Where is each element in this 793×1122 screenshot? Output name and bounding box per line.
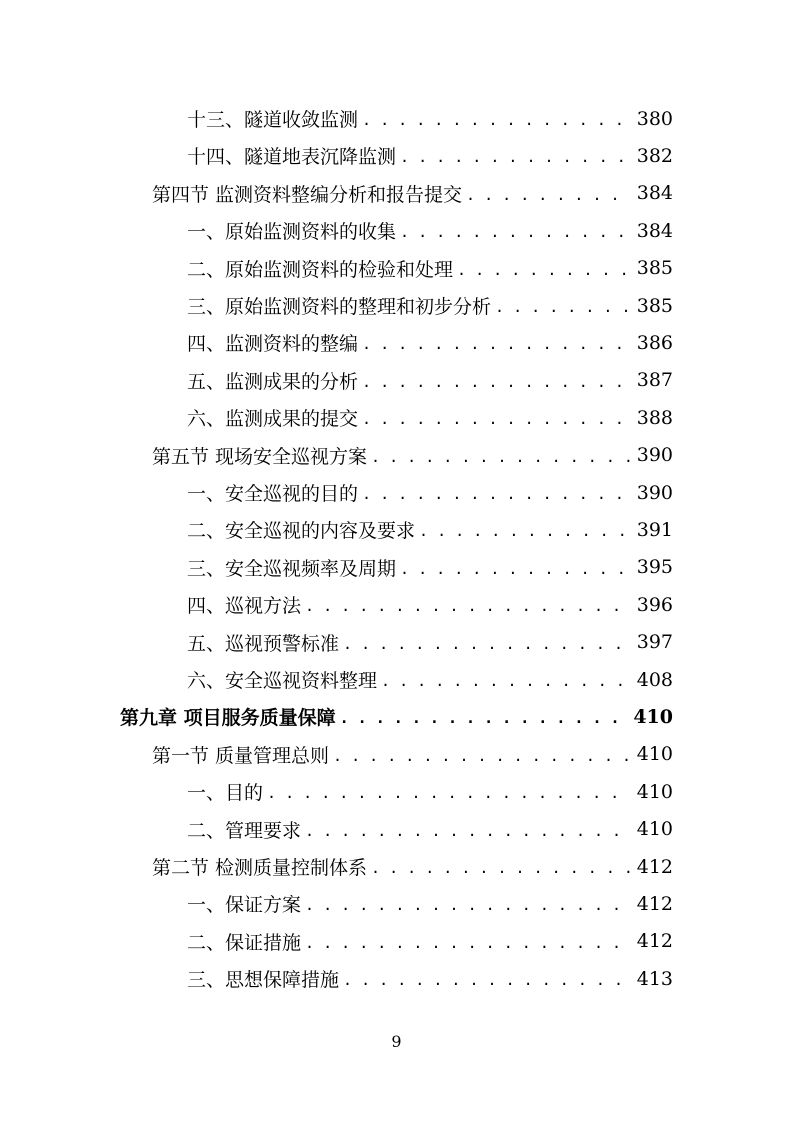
dot-leader: [343, 973, 631, 988]
toc-entry-title: 第四节 监测资料整编分析和报告提交: [152, 183, 463, 206]
toc-entry[interactable]: [187, 324, 673, 361]
toc-entry-page-number: 412: [636, 892, 673, 915]
toc-entry-page-number: 385: [636, 294, 673, 317]
toc-entry[interactable]: [152, 848, 673, 885]
toc-entry-page-number: 382: [636, 144, 673, 167]
toc-entry-page-number: 408: [636, 668, 673, 691]
toc-entry[interactable]: [187, 811, 673, 848]
dot-leader: [267, 786, 631, 801]
toc-entry-title: 三、安全巡视频率及周期: [187, 557, 397, 580]
dot-leader: [400, 562, 631, 577]
toc-entry[interactable]: [152, 736, 673, 773]
dot-leader: [400, 150, 631, 165]
toc-entry-page-number: 412: [636, 855, 673, 878]
toc-entry[interactable]: [187, 549, 673, 586]
dot-leader: [333, 749, 631, 764]
toc-entry-page-number: 390: [636, 481, 673, 504]
toc-entry-title: 第一节 质量管理总则: [152, 744, 330, 767]
toc-entry-title: 一、目的: [187, 782, 264, 805]
toc-entry-page-number: 410: [636, 743, 673, 766]
toc-entry[interactable]: [152, 175, 673, 212]
toc-entry-title: 二、保证措施: [187, 931, 302, 954]
toc-entry-title: 一、原始监测资料的收集: [187, 221, 397, 244]
dot-leader: [305, 936, 631, 951]
toc-entry-title: 第二节 检测质量控制体系: [152, 857, 368, 879]
toc-entry-page-number: 410: [636, 818, 673, 841]
toc-entry[interactable]: [187, 250, 673, 287]
toc-entry-title: 一、保证方案: [187, 894, 302, 917]
toc-entry-title: 四、监测资料的整编: [187, 333, 359, 356]
toc-entry-page-number: 397: [636, 631, 673, 654]
toc-entry-title: 十三、隧道收敛监测: [187, 109, 359, 131]
dot-leader: [362, 412, 631, 427]
toc-entry-page-number: 413: [636, 967, 673, 990]
toc-entry-title: 二、安全巡视的内容及要求: [187, 520, 416, 543]
toc-entry[interactable]: [187, 661, 673, 698]
toc-entry-page-number: 390: [636, 444, 673, 467]
toc-entry-page-number: 386: [636, 331, 673, 354]
toc-entry-title: 五、监测成果的分析: [187, 370, 359, 393]
toc-entry-title: 五、巡视预警标准: [187, 632, 340, 655]
toc-entry-title: 二、原始监测资料的检验和处理: [187, 258, 454, 281]
toc-entry-page-number: 385: [636, 257, 673, 280]
toc-entry-page-number: 384: [636, 219, 673, 242]
toc-entry[interactable]: [187, 624, 673, 661]
dot-leader: [419, 524, 631, 539]
toc-entry[interactable]: [187, 923, 673, 960]
page-number: 9: [391, 1032, 402, 1051]
toc-entry[interactable]: [187, 399, 673, 436]
dot-leader: [305, 824, 631, 839]
dot-leader: [457, 263, 631, 278]
toc-entry-page-number: 410: [633, 705, 673, 728]
toc-entry-title: 十四、隧道地表沉降监测: [187, 146, 397, 169]
dot-leader: [305, 898, 631, 913]
toc-entry-title: 六、安全巡视资料整理: [187, 670, 378, 692]
dot-leader: [371, 861, 631, 876]
toc-entry[interactable]: [152, 437, 673, 474]
dot-leader: [340, 711, 628, 726]
dot-leader: [400, 225, 631, 240]
toc-entry[interactable]: [187, 100, 673, 137]
dot-leader: [466, 188, 631, 203]
toc-entry[interactable]: [187, 885, 673, 922]
dot-leader: [495, 300, 631, 315]
toc-entry-title: 第五节 现场安全巡视方案: [152, 445, 368, 468]
dot-leader: [362, 337, 631, 352]
toc-entry-page-number: 388: [636, 406, 673, 429]
toc-entry-page-number: 412: [636, 930, 673, 953]
toc-entry-title: 三、原始监测资料的整理和初步分析: [187, 296, 492, 318]
toc-entry-title: 三、思想保障措施: [187, 969, 340, 992]
toc-entry[interactable]: [187, 586, 673, 623]
dot-leader: [381, 674, 631, 689]
toc-entry-page-number: 380: [636, 107, 673, 130]
toc-entry[interactable]: [120, 698, 673, 735]
dot-leader: [343, 637, 631, 652]
dot-leader: [362, 487, 631, 502]
toc-entry[interactable]: [187, 511, 673, 548]
toc-entry-page-number: 384: [636, 182, 673, 205]
toc-entry[interactable]: [187, 137, 673, 174]
toc-entry-title: 二、管理要求: [187, 819, 302, 842]
toc-entry-page-number: 387: [636, 369, 673, 392]
dot-leader: [371, 450, 631, 465]
toc-entry[interactable]: [187, 362, 673, 399]
toc-entry-title: 四、巡视方法: [187, 595, 302, 618]
toc-entry[interactable]: [187, 474, 673, 511]
toc-entry-page-number: 391: [636, 518, 673, 541]
toc-entry-title: 第九章 项目服务质量保障: [120, 707, 336, 730]
dot-leader: [362, 113, 631, 128]
dot-leader: [362, 375, 631, 390]
toc-entry[interactable]: [187, 773, 673, 810]
toc-entry[interactable]: [187, 960, 673, 997]
toc-entry-page-number: 395: [636, 556, 673, 579]
toc-entry-page-number: 410: [636, 780, 673, 803]
toc-entry-title: 一、安全巡视的目的: [187, 483, 359, 505]
toc-entry[interactable]: [187, 287, 673, 324]
toc-entry-page-number: 396: [636, 593, 673, 616]
toc-entry[interactable]: [187, 212, 673, 249]
toc-entry-title: 六、监测成果的提交: [187, 408, 359, 431]
dot-leader: [305, 599, 631, 614]
